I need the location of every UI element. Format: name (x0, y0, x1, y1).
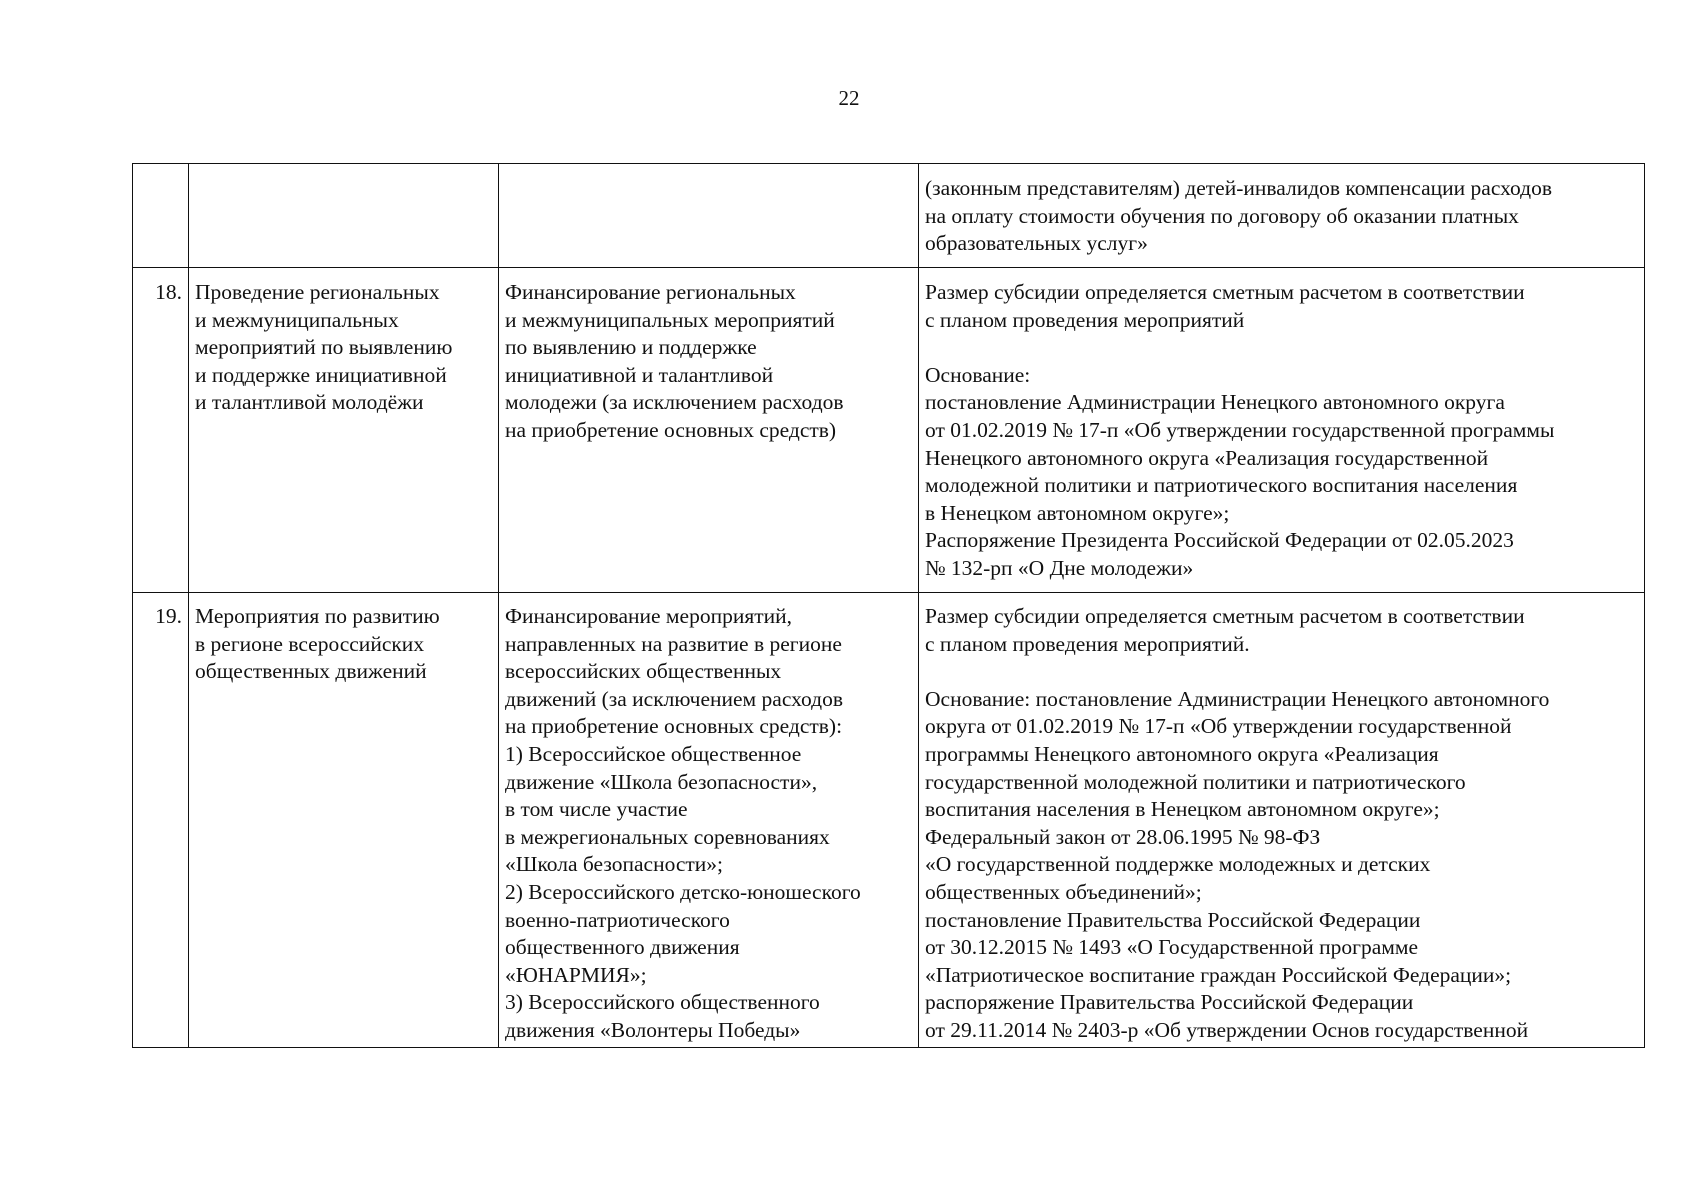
basis-intro-line: Размер субсидии определяется сметным расчетом в соответствии (925, 280, 1525, 304)
description-cell (499, 268, 919, 593)
subsidy-table (132, 163, 1645, 1048)
basis-line: от 30.12.2015 № 1493 «О Государственной программе (925, 935, 1419, 960)
description-line: Финансирование мероприятий, (505, 604, 793, 628)
basis-line: округа от 01.02.2019 № 17-п «Об утверждении государственной (925, 714, 1512, 739)
basis-line: Распоряжение Президента Российской Федерации от 02.05.2023 (925, 528, 1514, 553)
event-name-line: Проведение региональных (195, 280, 440, 304)
basis-line: «О государственной поддержке молодежных и детских (925, 852, 1431, 877)
basis-line: общественных объединений»; (925, 879, 1202, 904)
basis-intro-line: с планом проведения мероприятий (925, 307, 1245, 332)
basis-line: в Ненецком автономном округе»; (925, 500, 1230, 525)
event-name-line: и поддержке инициативной (195, 362, 447, 387)
table-row (133, 593, 1645, 1048)
description-line: всероссийских общественных (505, 659, 782, 684)
basis-line: государственной молодежной политики и патриотического (925, 769, 1466, 794)
table-row (133, 268, 1645, 593)
description-line: направленных на развитие в регионе (505, 631, 842, 656)
description-line: на приобретение основных средств) (505, 417, 837, 442)
basis-intro-line: с планом проведения мероприятий. (925, 631, 1250, 656)
basis-line: воспитания населения в Ненецком автономном округе»; (925, 797, 1440, 822)
row-number-cell (133, 268, 189, 593)
event-name-line: мероприятий по выявлению (195, 335, 453, 360)
event-name-cell (189, 268, 499, 593)
basis-cell (919, 268, 1645, 593)
basis-line: молодежной политики и патриотического воспитания населения (925, 473, 1518, 498)
basis-line: образовательных услуг» (925, 231, 1148, 256)
basis-intro-line: Размер субсидии определяется сметным расчетом в соответствии (925, 604, 1525, 628)
event-name-line: общественных движений (195, 659, 427, 684)
event-name-line: и талантливой молодёжи (195, 390, 424, 415)
description-line: «Школа безопасности»; (505, 852, 724, 877)
description-line: в том числе участие (505, 797, 688, 822)
description-line: 1) Всероссийское общественное (505, 741, 802, 766)
basis-line: от 29.11.2014 № 2403-р «Об утверждении Основ государственной (925, 1017, 1529, 1042)
basis-line: постановление Администрации Ненецкого автономного округа (925, 390, 1505, 415)
row-number-cell (133, 164, 189, 268)
paragraph-gap (925, 658, 1638, 686)
description-line: Финансирование региональных (505, 280, 796, 304)
event-name-line: и межмуниципальных (195, 307, 399, 332)
description-line: инициативной и талантливой (505, 362, 774, 387)
row-number-cell (133, 593, 189, 1048)
event-name-line: Мероприятия по развитию (195, 604, 440, 628)
description-line: движение «Школа безопасности», (505, 769, 818, 794)
description-cell (499, 164, 919, 268)
event-name-cell (189, 164, 499, 268)
basis-line: распоряжение Правительства Российской Федерации (925, 990, 1414, 1015)
row-number: 18. (155, 280, 182, 304)
description-line: «ЮНАРМИЯ»; (505, 962, 647, 987)
basis-line: Федеральный закон от 28.06.1995 № 98-ФЗ (925, 824, 1321, 849)
basis-line: (законным представителям) детей-инвалидов компенсации расходов (925, 176, 1552, 200)
description-line: в межрегиональных соревнованиях (505, 824, 830, 849)
basis-line: от 01.02.2019 № 17-п «Об утверждении государственной программы (925, 417, 1555, 442)
row-number: 19. (155, 604, 182, 628)
basis-line: постановление Правительства Российской Федерации (925, 907, 1421, 932)
description-cell (499, 593, 919, 1048)
description-line: движений (за исключением расходов (505, 686, 843, 711)
basis-cell (919, 593, 1645, 1048)
description-line: молодежи (за исключением расходов (505, 390, 844, 415)
basis-line: программы Ненецкого автономного округа «Реализация (925, 741, 1439, 766)
event-name-line: в регионе всероссийских (195, 631, 425, 656)
basis-line: «Патриотическое воспитание граждан Российской Федерации»; (925, 962, 1512, 987)
description-line: военно-патриотического (505, 907, 730, 932)
basis-line: Основание: (925, 362, 1031, 387)
basis-cell (919, 164, 1645, 268)
page-number: 22 (838, 86, 860, 110)
basis-line: № 132-рп «О Дне молодежи» (925, 555, 1194, 580)
description-line: и межмуниципальных мероприятий (505, 307, 835, 332)
basis-line: на оплату стоимости обучения по договору об оказании платных (925, 203, 1519, 228)
description-line: 3) Всероссийского общественного (505, 990, 820, 1015)
event-name-cell (189, 593, 499, 1048)
table-row-continuation (133, 164, 1645, 268)
description-line: движения «Волонтеры Победы» (505, 1017, 801, 1042)
description-line: по выявлению и поддержке (505, 335, 757, 360)
basis-line: Основание: постановление Администрации Ненецкого автономного (925, 686, 1550, 711)
basis-line: Ненецкого автономного округа «Реализация государственной (925, 445, 1489, 470)
description-line: на приобретение основных средств): (505, 714, 843, 739)
description-line: общественного движения (505, 935, 740, 960)
paragraph-gap (925, 334, 1638, 362)
description-line: 2) Всероссийского детско-юношеского (505, 879, 861, 904)
